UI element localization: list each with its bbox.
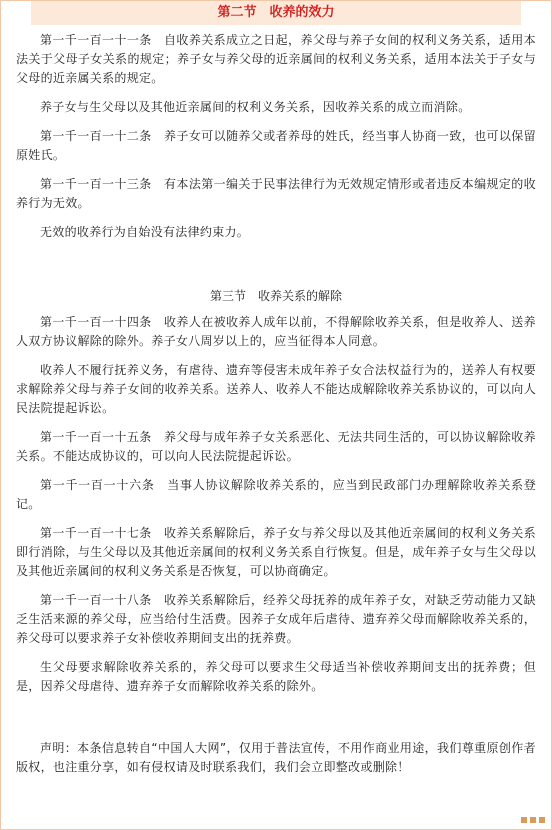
disclaimer-block [16,739,536,787]
section-3-body [16,313,536,706]
disclaimer: 声明：本条信息转自“中国人大网”，仅用于普法宣传，不用作商业用途，我们尊重原创作者版权，也注重分享，如有侵权请及时联系我们，我们会立即整改或删除！ [16,741,536,774]
article-1113: 第一千一百一十三条 有本法第一编关于民事法律行为无效规定情形或者违反本编规定的收养行为无效。 [16,177,536,210]
section-3-title: 第三节 收养关系的解除 [209,289,342,303]
dot-icon [521,817,527,823]
article-1115: 第一千一百一十五条 养父母与成年养子女关系恶化、无法共同生活的，可以协议解除收养关系。不能达成协议的，可以向人民法院提起诉讼。 [16,430,536,463]
article-1111: 第一千一百一十一条 自收养关系成立之日起，养父母与养子女间的权利义务关系，适用本法关于父母子女关系的规定；养子女与养父母的近亲属间的权利义务关系，适用本法关于子女与父母的近亲属关系的规定。 [16,33,536,85]
article-1118: 第一千一百一十八条 收养关系解除后，经养父母抚养的成年养子女，对缺乏劳动能力又缺乏生活来源的养父母，应当给付生活费。因养子女成年后虐待、遗弃养父母而解除收养关系的，养父母可以要求养子女补偿收养期间支出的抚养费。 [16,593,536,645]
article-1114: 第一千一百一十四条 收养人在被收养人成年以前，不得解除收养关系，但是收养人、送养人双方协议解除的除外。养子女八周岁以上的，应当征得本人同意。 [16,315,536,348]
article-1116: 第一千一百一十六条 当事人协议解除收养关系的，应当到民政部门办理解除收养关系登记。 [16,478,536,511]
dot-icon [530,817,536,823]
dot-icon [539,817,545,823]
article-1117: 第一千一百一十七条 收养关系解除后，养子女与养父母以及其他近亲属间的权利义务关系即行消除，与生父母以及其他近亲属间的权利义务关系自行恢复。但是，成年养子女与生父母以及其他近亲属间的权利义务关系是否恢复，可以协商确定。 [16,526,536,578]
article-1113-para-2: 无效的收养行为自始没有法律约束力。 [40,225,250,239]
section-2-title: 第二节 收养的效力 [31,1,521,25]
article-1111-para-2: 养子女与生父母以及其他近亲属间的权利义务关系，因收养关系的成立而消除。 [40,100,471,114]
section-2-body [16,31,536,252]
article-1118-para-2: 生父母要求解除收养关系的，养父母可以要求生父母适当补偿收养期间支出的抚养费；但是，因养父母虐待、遗弃养子女而解除收养关系的除外。 [16,660,536,693]
article-1112: 第一千一百一十二条 养子女可以随养父或者养母的姓氏，经当事人协商一致，也可以保留原姓氏。 [16,129,536,162]
footer-dots-decoration [521,817,545,823]
article-1114-para-2: 收养人不履行抚养义务，有虐待、遗弃等侵害未成年养子女合法权益行为的，送养人有权要求解除养父母与养子女间的收养关系。送养人、收养人不能达成解除收养关系协议的，可以向人民法院提起诉讼。 [16,363,536,415]
